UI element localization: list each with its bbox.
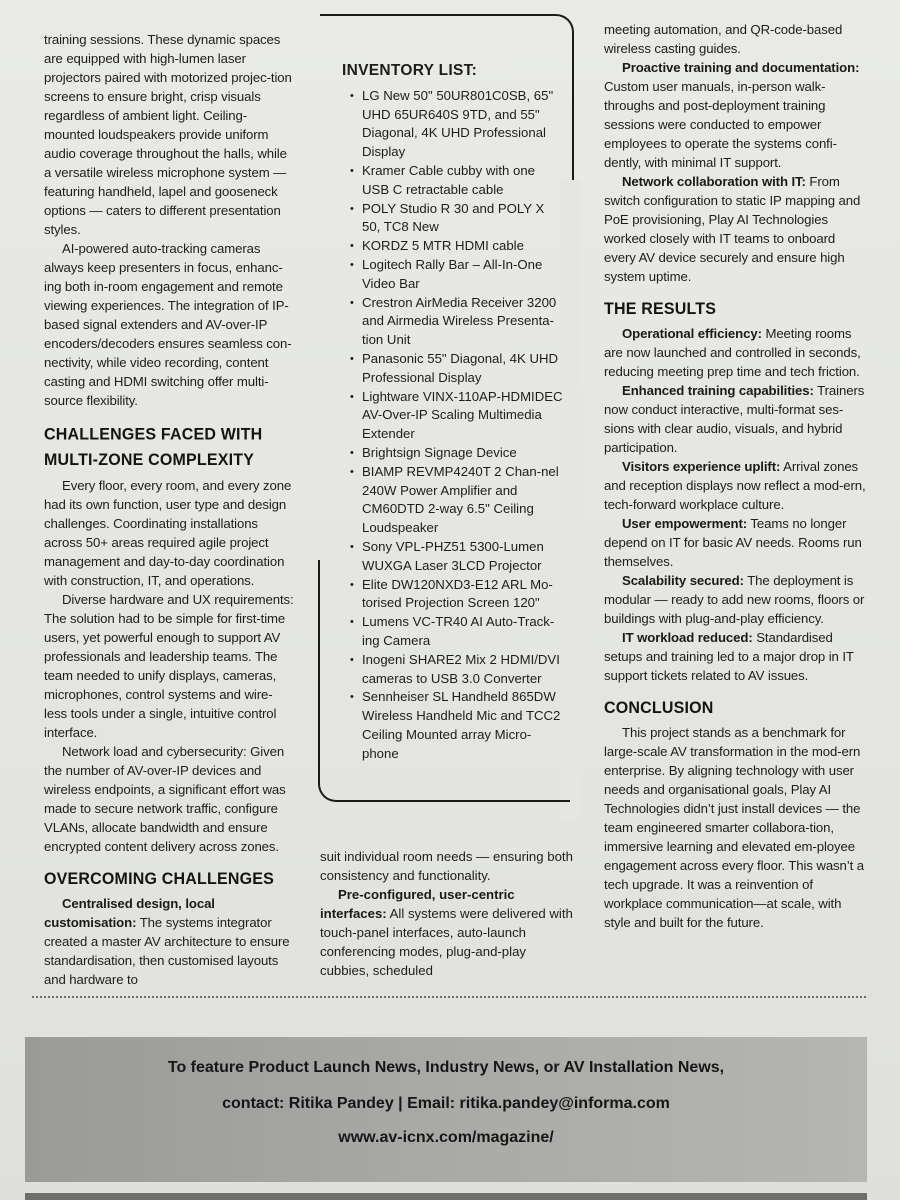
banner-line-1: To feature Product Launch News, Industry News, or AV Installation News, — [167, 1059, 725, 1076]
inventory-list — [342, 87, 564, 764]
result-lead: Scalability secured: — [622, 573, 744, 588]
result-item — [604, 324, 866, 381]
overcoming-lead: Centralised design, local customisation: — [44, 896, 215, 930]
result-lead: User empowerment: — [622, 516, 748, 531]
intro-paragraph-1: training sessions. These dynamic spaces are equipped with high-lumen laser projectors paired with motorized projec-tion screens to ensure bright, crisp visuals regardless of ambient light. Ceiling-mounted loudspeakers provide uniform audio coverage throughout the halls, while a versatile wireless microphone system — featuring handheld, lapel and gooseneck options — caters to different presentation styles. — [44, 32, 292, 237]
inventory-item: • Lightware VINX-110AP-HDMIDEC AV-Over-IP Scaling Multimedia Extender — [342, 388, 564, 444]
inventory-item: • Crestron AirMedia Receiver 3200 and Airmedia Wireless Presenta-tion Unit — [342, 294, 564, 350]
challenges-heading: CHALLENGES FACED WITH MULTI-ZONE COMPLEXITY — [44, 425, 263, 469]
banner-website-link[interactable]: www.av-icnx.com/magazine/ — [338, 1129, 554, 1146]
inventory-title: INVENTORY LIST: — [342, 62, 478, 79]
result-text: Arrival zones and reception displays now reflect a mod-ern, tech-forward workplace culture. — [604, 459, 866, 512]
inventory-item: • Lumens VC-TR40 AI Auto-Track-ing Camera — [342, 613, 564, 651]
network-text: From switch configuration to static IP mapping and PoE provisioning, Play AI Technologies worked closely with IT teams to onboard every AV device securely and ensure high system uptime. — [604, 174, 861, 284]
inventory-item: • BIAMP REVMP4240T 2 Chan-nel 240W Power Amplifier and CM60DTD 2-way 6.5" Ceiling Loudspeaker — [342, 463, 564, 538]
result-text: The deployment is modular — ready to add new rooms, floors or buildings with plug-and-play efficiency. — [604, 573, 865, 626]
challenges-paragraph-1: Every floor, every room, and every zone had its own function, user type and design challenges. Coordinating installations across 50+ areas required agile project management and day-to-day coordination with construction, IT, and operations. — [44, 478, 292, 588]
intro-paragraph-2: AI-powered auto-tracking cameras always keep presenters in focus, enhanc-ing both in-room engagement and remote viewing experiences. The integration of IP-based signal extenders and AV-over-IP encoders/decoders ensures seamless con-nectivity, while video recording, content casting and HDMI switching offer multi-source flexibility. — [44, 241, 292, 408]
contact-banner — [25, 1037, 867, 1182]
result-text: Trainers now conduct interactive, multi-format ses-sions with clear audio, visuals, and hybrid participation. — [604, 383, 865, 455]
result-text: Meeting rooms are now launched and controlled in seconds, reducing meeting prep time and tech friction. — [604, 326, 861, 379]
middle-continuation: suit individual room needs — ensuring both consistency and functionality. — [320, 849, 573, 883]
result-item — [604, 571, 866, 628]
training-text: Custom user manuals, in-person walk-throughs and post-deployment training sessions were conducted to empower employees to operate the systems confi-dently, with minimal IT support. — [604, 79, 837, 170]
result-text: Teams no longer depend on IT for basic AV needs. Rooms run themselves. — [604, 516, 862, 569]
results-heading: THE RESULTS — [604, 300, 717, 319]
training-paragraph — [604, 58, 866, 172]
bottom-edge-strip — [25, 1193, 867, 1200]
inventory-item: • Sennheiser SL Handheld 865DW Wireless Handheld Mic and TCC2 Ceiling Mounted array Micro-phone — [342, 688, 564, 763]
inventory-item: • Kramer Cable cubby with one USB C retractable cable — [342, 162, 564, 200]
result-lead: IT workload reduced: — [622, 630, 753, 645]
result-item — [604, 628, 866, 685]
inventory-item: • KORDZ 5 MTR HDMI cable — [342, 237, 564, 256]
network-paragraph — [604, 172, 866, 286]
challenges-paragraph-2: Diverse hardware and UX requirements: The solution had to be simple for first-time users, yet powerful enough to support AV professionals and leadership teams. The team needed to unify displays, cameras, microphones, control systems and wire-less tools under a single, intuitive control interface. — [44, 592, 294, 740]
conclusion-heading: CONCLUSION — [604, 699, 714, 718]
inventory-item: • Sony VPL-PHZ51 5300-Lumen WUXGA Laser 3LCD Projector — [342, 538, 564, 576]
challenges-paragraph-3: Network load and cybersecurity: Given the number of AV-over-IP devices and wireless endpoints, a significant effort was made to secure network traffic, configure VLANs, allocate bandwidth and ensure encrypted content delivery across zones. — [44, 744, 286, 854]
network-lead: Network collaboration with IT: — [622, 174, 806, 189]
inventory-item: • Logitech Rally Bar – All-In-One Video Bar — [342, 256, 564, 294]
banner-contact-line: contact: Ritika Pandey | Email: ritika.pandey@informa.com — [222, 1095, 670, 1112]
left-column — [44, 30, 294, 989]
result-text: Standardised setups and training led to a major drop in IT support tickets related to AV issues. — [604, 630, 854, 683]
right-continuation: meeting automation, and QR-code-based wireless casting guides. — [604, 22, 843, 56]
preconfigured-text: All systems were delivered with touch-panel interfaces, auto-launch conferencing modes, plug-and-play cubbies, scheduled — [320, 906, 573, 978]
inventory-item: • LG New 50" 50UR801C0SB, 65" UHD 65UR640S 9TD, and 55" Diagonal, 4K UHD Professional Display — [342, 87, 564, 162]
inventory-item: • Panasonic 55" Diagonal, 4K UHD Professional Display — [342, 350, 564, 388]
result-item — [604, 457, 866, 514]
inventory-item: • Brightsign Signage Device — [342, 444, 564, 463]
result-item — [604, 514, 866, 571]
result-item — [604, 381, 866, 457]
overcoming-heading: OVERCOMING CHALLENGES — [44, 870, 274, 889]
inventory-item: • Inogeni SHARE2 Mix 2 HDMI/DVI cameras to USB 3.0 Converter — [342, 651, 564, 689]
result-lead: Operational efficiency: — [622, 326, 762, 341]
overcoming-text: The systems integrator created a master AV architecture to ensure standardisation, then customised layouts and hardware to — [44, 915, 290, 987]
result-lead: Enhanced training capabilities: — [622, 383, 814, 398]
preconfigured-lead: Pre-configured, user-centric interfaces: — [320, 887, 515, 921]
inventory-item: • POLY Studio R 30 and POLY X 50, TC8 New — [342, 200, 564, 238]
dotted-divider — [32, 996, 866, 998]
result-lead: Visitors experience uplift: — [622, 459, 781, 474]
overcoming-paragraph — [44, 894, 294, 989]
training-lead: Proactive training and documentation: — [622, 60, 860, 75]
inventory-item: • Elite DW120NXD3-E12 ARL Mo-torised Projection Screen 120" — [342, 576, 564, 614]
preconfigured-paragraph — [320, 885, 578, 980]
conclusion-paragraph: This project stands as a benchmark for large-scale AV transformation in the mod-ern enterprise. By aligning technology with user needs and organisational goals, Play AI Technologies didn’t just install devices — the team engineered smarter collabora-tion, immersive learning and elevated em-ployee engagement across every floor. This wasn’t a tech upgrade. It was a reinvention of workplace communication—at scale, with style and built for the future. — [604, 725, 864, 930]
right-column — [604, 20, 866, 932]
inventory-list-panel — [342, 62, 564, 763]
middle-column-text — [320, 847, 578, 980]
